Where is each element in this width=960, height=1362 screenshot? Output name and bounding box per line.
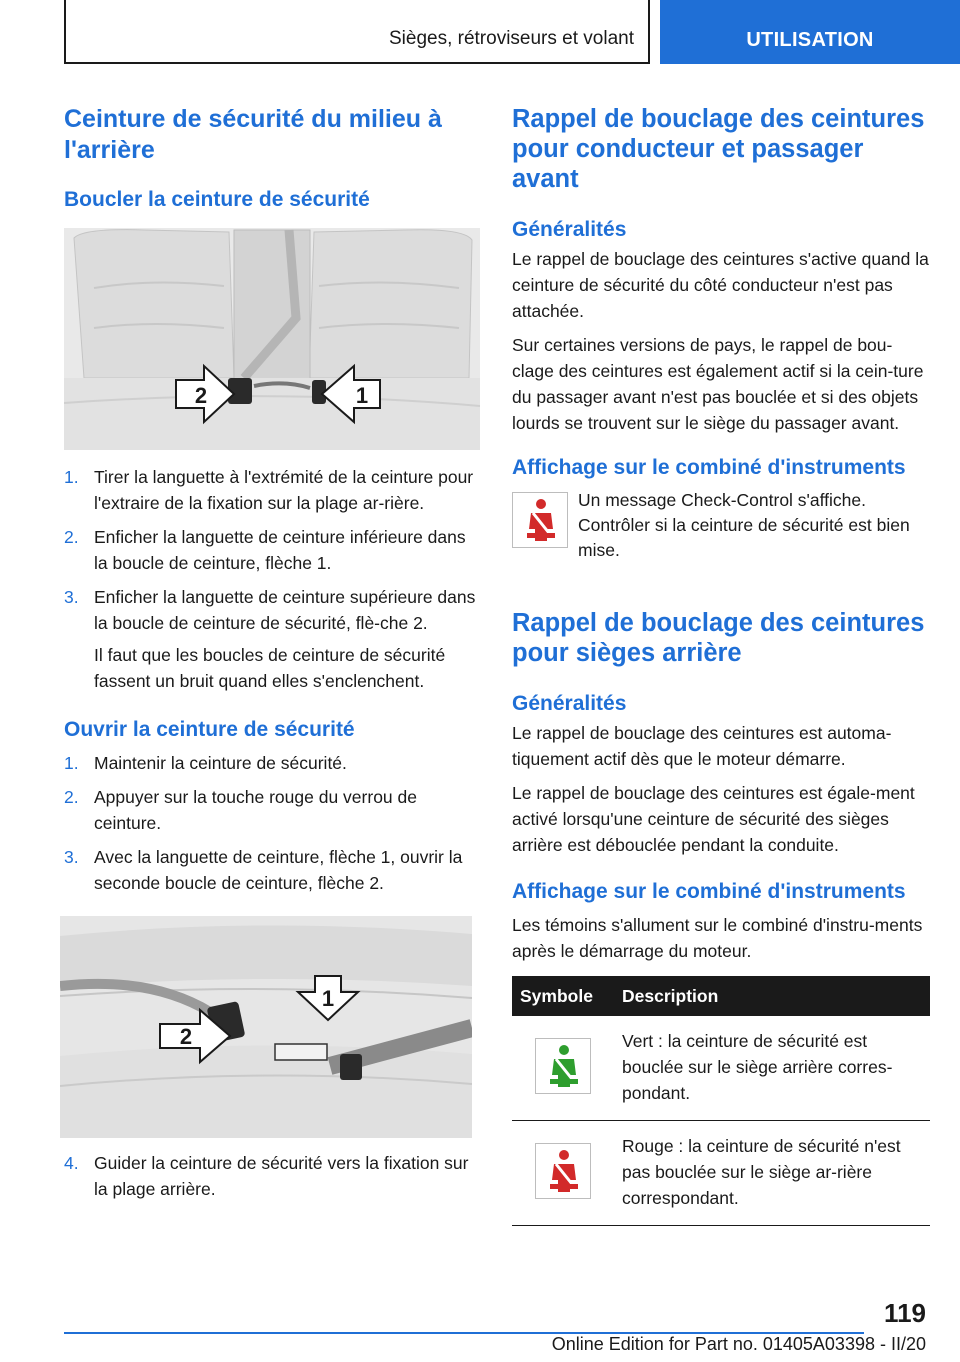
fig2-arrow-label-1: 1 [321,986,335,1011]
unbuckle-step-2 [64,784,480,836]
step-text: Tirer la languette à l'extrémité de la ceinture pour l'extraire de la fixation sur la plage ar‐rière. [94,467,474,513]
buckle-step-3 [64,584,480,636]
heading-front-display: Affichage sur le combiné d'instruments [512,456,906,479]
page-number: 119 [884,1298,926,1328]
buckle-step-2 [64,524,480,576]
figure-buckle-seat [64,228,480,450]
step-text: Maintenir la ceinture de sécurité. [94,753,347,773]
table-row [512,1016,930,1121]
buckle-steps-list [64,464,480,636]
final-step-list [64,1150,480,1202]
footer-edition: Online Edition for Part no. 01405A03398 - II/20 [551,1334,926,1354]
step-number: 3. [64,587,79,607]
figure-unbuckle-seat [60,916,472,1138]
step-text: Enficher la languette de ceinture inférieure dans la boucle de ceinture, flèche 1. [94,527,466,573]
step-text: Guider la ceinture de sécurité vers la fixation sur la plage arrière. [94,1153,469,1199]
unbuckle-step-4 [64,1150,480,1202]
front-display-block [512,492,930,584]
right-column [512,100,930,1226]
col-header-symbol: Symbole [512,976,614,1016]
unbuckle-step-3 [64,844,480,896]
figure-buckle-illustration [64,228,480,450]
section-title-middle-belt: Ceinture de sécurité du milieu à l'arrière [64,105,442,164]
symbol-cell [512,1121,614,1226]
section-title-front-reminder: Rappel de bouclage des ceintures pour conducteur et passager avant [512,105,925,193]
col-header-description: Description [614,976,930,1016]
symbol-table-header [512,976,930,1016]
step-number: 2. [64,527,79,547]
rear-display-text: Les témoins s'allument sur le combiné d'instru‐ments après le démarrage du moteur. [512,915,923,961]
heading-rear-general: Généralités [512,692,627,715]
fig2-arrow-label-2: 2 [179,1024,193,1049]
buckle-step-1 [64,464,480,516]
description-cell: Vert : la ceinture de sécurité est bouclée sur le siège arrière corres‐pondant. [614,1016,930,1121]
step-number: 2. [64,787,79,807]
step-text: Avec la languette de ceinture, flèche 1, ouvrir la seconde boucle de ceinture, flèche 2. [94,847,463,893]
step-number: 1. [64,753,79,773]
table-row [512,1121,930,1226]
front-general-p1: Le rappel de bouclage des ceintures s'active quand la ceinture de sécurité du côté conducteur n'est pas attachée. [512,249,929,321]
step-number: 4. [64,1153,79,1173]
header-chapter-title: UTILISATION [746,29,874,51]
unbuckle-steps-list [64,750,480,896]
symbol-table [512,976,930,1226]
buckle-note: Il faut que les boucles de ceinture de sécurité fassent un bruit quand elles s'enclenchent. [94,645,446,691]
seatbelt-green-icon [535,1038,591,1094]
step-number: 1. [64,467,79,487]
front-general-p2: Sur certaines versions de pays, le rappel de bou‐clage des ceintures est également actif si la cein‐ture du passager avant n'est pas bouclée et si des objets lourds se trouvent sur le siège du passager avant. [512,335,924,433]
header-section-box [64,0,650,64]
figure-unbuckle-illustration [60,916,472,1138]
fig1-arrow-label-2: 2 [194,383,208,408]
fig1-arrow-label-1: 1 [355,383,369,408]
step-text: Enficher la languette de ceinture supérieure dans la boucle de ceinture de sécurité, flè‐che 2. [94,587,476,633]
header-section-title: Sièges, rétroviseurs et volant [388,28,634,49]
section-title-rear-reminder: Rappel de bouclage des ceintures pour sièges arrière [512,609,925,667]
rear-general-p1: Le rappel de bouclage des ceintures est automa‐tiquement actif dès que le moteur démarre. [512,723,892,769]
description-cell: Rouge : la ceinture de sécurité n'est pas bouclée sur le siège ar‐rière correspondant. [614,1121,930,1226]
unbuckle-step-1 [64,750,480,776]
header-chapter-tab [660,0,960,64]
heading-buckle: Boucler la ceinture de sécurité [64,188,370,211]
rear-general-p2: Le rappel de bouclage des ceintures est égale‐ment activé lorsqu'une ceinture de sécurité des sièges arrière est débouclée pendant la conduite. [512,783,915,855]
heading-front-general: Généralités [512,218,627,241]
heading-rear-display: Affichage sur le combiné d'instruments [512,880,906,903]
front-display-text: Un message Check-Control s'affiche. Contrôler si la ceinture de sécurité est bien mise. [578,490,910,560]
page-header [64,0,960,64]
step-number: 3. [64,847,79,867]
left-column [64,100,480,1210]
step-text: Appuyer sur la touche rouge du verrou de ceinture. [94,787,417,833]
heading-unbuckle: Ouvrir la ceinture de sécurité [64,718,355,741]
seatbelt-red-icon [535,1143,591,1199]
symbol-cell [512,1016,614,1121]
seatbelt-red-icon [512,492,568,548]
